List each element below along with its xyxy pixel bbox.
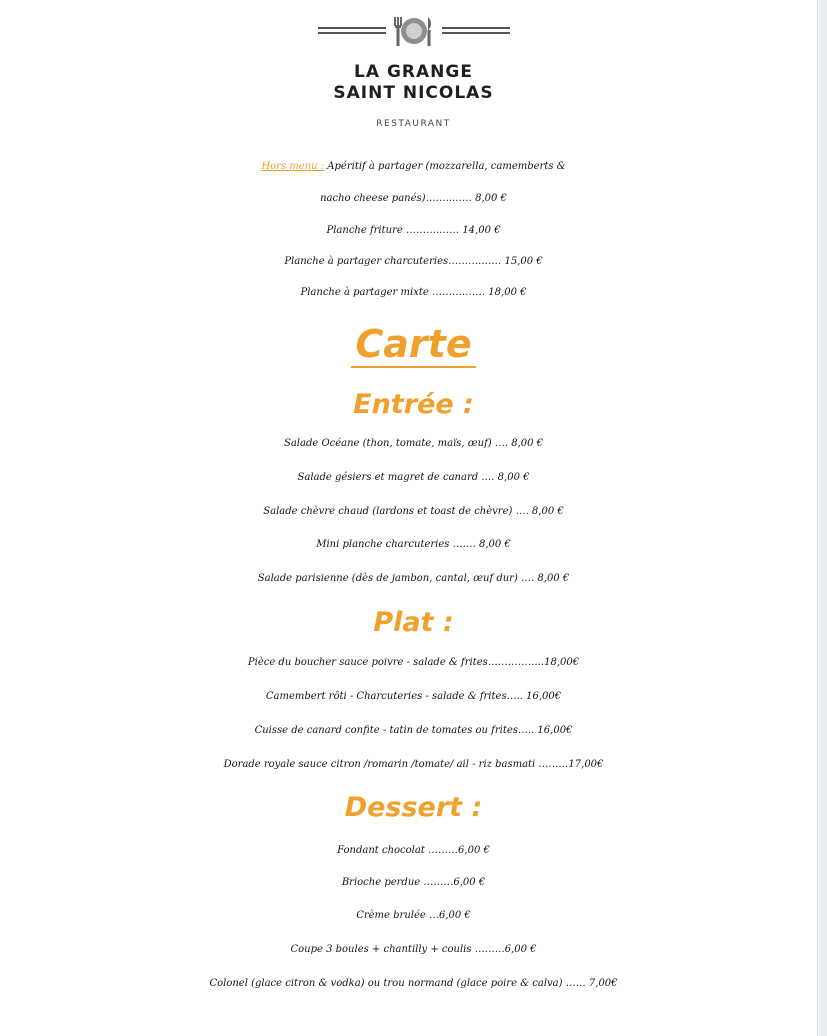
restaurant-tagline: RESTAURANT: [376, 119, 451, 129]
menu-item: Mini planche charcuteries ……. 8,00 €: [316, 539, 511, 550]
menu-item: Salade parisienne (dès de jambon, cantal, œuf dur) …. 8,00 €: [257, 573, 570, 584]
menu-item: Salade gésiers et magret de canard …. 8,00 €: [297, 472, 530, 483]
menu-item: Planche friture ……….…… 14,00 €: [326, 225, 501, 236]
menu-item: Dorade royale sauce citron /romarin /tomate/ ail - riz basmati ………17,00€: [223, 759, 604, 770]
menu-item: Planche à partager charcuteries……….…… 15,00 €: [284, 256, 543, 267]
menu-item: Salade Océane (thon, tomate, maïs, œuf) …. 8,00 €: [283, 438, 544, 449]
menu-item: Planche à partager mixte ……….…… 18,00 €: [300, 287, 527, 298]
menu-item: Coupe 3 boules + chantilly + coulis ………6,00 €: [290, 944, 537, 955]
restaurant-name-line2: SAINT NICOLAS: [333, 83, 494, 103]
menu-item: Brioche perdue ………6,00 €: [341, 877, 486, 888]
hors-menu-line: [0, 161, 827, 172]
menu-item: Colonel (glace citron & vodka) ou trou normand (glace poire & calva) …… 7,00€: [209, 978, 618, 989]
menu-item: Apéritif à partager (mozzarella, camemberts &: [327, 161, 566, 172]
menu-item: Cuisse de canard confite - tatin de tomates ou frites….. 16,00€: [254, 725, 573, 736]
plat-heading: Plat :: [373, 607, 454, 638]
menu-item: Fondant chocolat ………6,00 €: [337, 845, 490, 856]
plate-and-cutlery-logo-icon: [316, 14, 512, 50]
menu-item: Camembert rôti - Charcuteries - salade & frites….. 16,00€: [265, 691, 562, 702]
menu-item: Salade chèvre chaud (lardons et toast de chèvre) …. 8,00 €: [263, 506, 564, 517]
hors-menu-label: Hors menu :: [261, 161, 325, 172]
entree-heading: Entrée :: [353, 389, 474, 420]
menu-item: Pièce du boucher sauce poivre - salade & frites……………..18,00€: [247, 657, 580, 668]
menu-item: nacho cheese panés)……..…… 8,00 €: [320, 193, 507, 204]
carte-title: Carte: [0, 322, 827, 366]
dessert-heading: Dessert :: [344, 792, 483, 823]
restaurant-name-line1: LA GRANGE: [354, 62, 473, 82]
menu-item: Crème brulée …6,00 €: [356, 910, 471, 921]
